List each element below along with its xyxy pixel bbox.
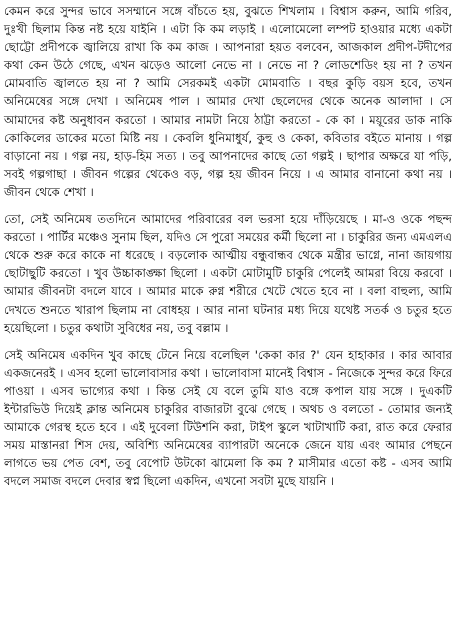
paragraph-1: কেমন করে সুন্দর ভাবে সসম্মানে সঙ্গে বাঁচতে হয়, বুঝতে শিখলাম । বিশ্বাস করুন, আমি গরিব, দুঃখী ছিলাম কিন্ত নষ্ট হয়ে যাইনি । এটা কি কম লড়াই । এলোমেলো লম্পট হাওয়ার মধ্যে একটা ছোট্টো প্রদীপকে জ্বালিয়ে রাখা কি কম কাজ । আপনারা হয়ত বলবেন, আজকাল প্রদীপ-টদীপের কথা কেন উঠে গেছে, এখন ঝড়েও আলো নেভে না । নেভে না ? লোডশেডিং হয় না ? তখন মোমবাতি জ্বালতে হয় না ? আমি সেরকমই একটা মোমবাতি । বছর কুড়ি বয়স হবে, তখন অনিমেষের সঙ্গে দেখা । অনিমেষ পাল । আমার দেখা ছেলেদের থেকে অনেক আলাদা । সে আমাদের কষ্ট অনুধাবন করতো । আমার নামটা নিয়ে ঠাট্টা করতো - কে কা । ময়ূরের ডাক নাকি কোকিলের ডাকের মতো মিষ্টি নয় । কেবলি ধুনিমাধুর্য, কুহু ও কেকা, কবিতার বইতে মানায় । গল্প বাড়ানো নয় । গল্প নয়, হাড়-হিম সত্য । তবু আপনাদের কাছে তো গল্পই । ছাপার অক্ষরে যা পড়ি, সবই গল্পগাছা । জীবন গল্পের থেকেও বড়, গল্প হয় জীবন নিয়ে । এ আমার বানানো কথা নয় । জীবন থেকে শেখা ।	[4, 4, 452, 199]
paragraph-3: সেই অনিমেষ একদিন খুব কাছে টেনে নিয়ে বলেছিল 'কেকা কার ?' যেন হাহাকার । কার আবার একজনেরই । এসব হলো ভালোবাসার কথা । ভালোবাসা মানেই বিশ্বাস - নিজেকে সুন্দর করে ফিরে পাওয়া । এসব ভাগ্যের কথা । কিন্ত সেই যে বলে তুমি যাও বঙ্গে কপাল যায় সঙ্গে । দুএকটি ইন্টারভিউ দিয়েই ক্লান্ত অনিমেষ চাকুরির বাজারটা বুঝে গেছে । অথচ ও বলতো - তোমার জন্যই আমাকে গেরস্থ হতে হবে । এই দুবেলা টিউশনি করা, টাইপ স্কুলে খাটাখাটি করা, রাত করে ফেরার সময় মাস্তানরা শিস দেয়, অবিশ্যি অনিমেষের ব্যাপারটা অনেকে জেনে যায় এবং আমার পেছনে লাগতে ভয় পেত বেশ, তবু বেপোট উটকো ঝামেলা কি কম ? মাসীমার এতো কষ্ট - এসব আমি বদলে সমাজ বদলে দেবার স্বপ্ন ছিলো একদিন, এখনো সবটা মুছে যায়নি ।	[4, 347, 452, 489]
paragraph-2: তো, সেই অনিমেষ ততদিনে আমাদের পরিবারের বল ভরসা হয়ে দাঁড়িয়েছে । মা-ও ওকে পছন্দ করতো । পার্টির মঞ্চেও সুনাম ছিল, যদিও সে পুরো সময়ের কর্মী ছিলো না । চাকুরির জন্য এমএলএ থেকে শুরু করে কাকে না ধরেছে । বড়লোক আত্মীয় বন্ধুবান্ধব থেকে মন্ত্রীর ভাগ্নে, নানা জায়গায় ছোটাছুটি করতো । খুব উচ্চাকাঙ্ক্ষা ছিলো । একটা মোটামুটি চাকুরি পেলেই আমরা বিয়ে করবো । আমার জীবনটা বদলে যাবে । আমার মাকে রুগ্ন শরীরে খেটে খেতে হবে না । বলা বাহুল্য, আমি দেখতে শুনতে খারাপ ছিলাম না বোধহয় । আর নানা ঘটনার মধ্য দিয়ে যথেষ্ট সতর্ক ও চতুর হতে হয়েছিলো । চতুর কথাটা সুবিধের নয়, তবু বল্লাম ।	[4, 212, 452, 335]
